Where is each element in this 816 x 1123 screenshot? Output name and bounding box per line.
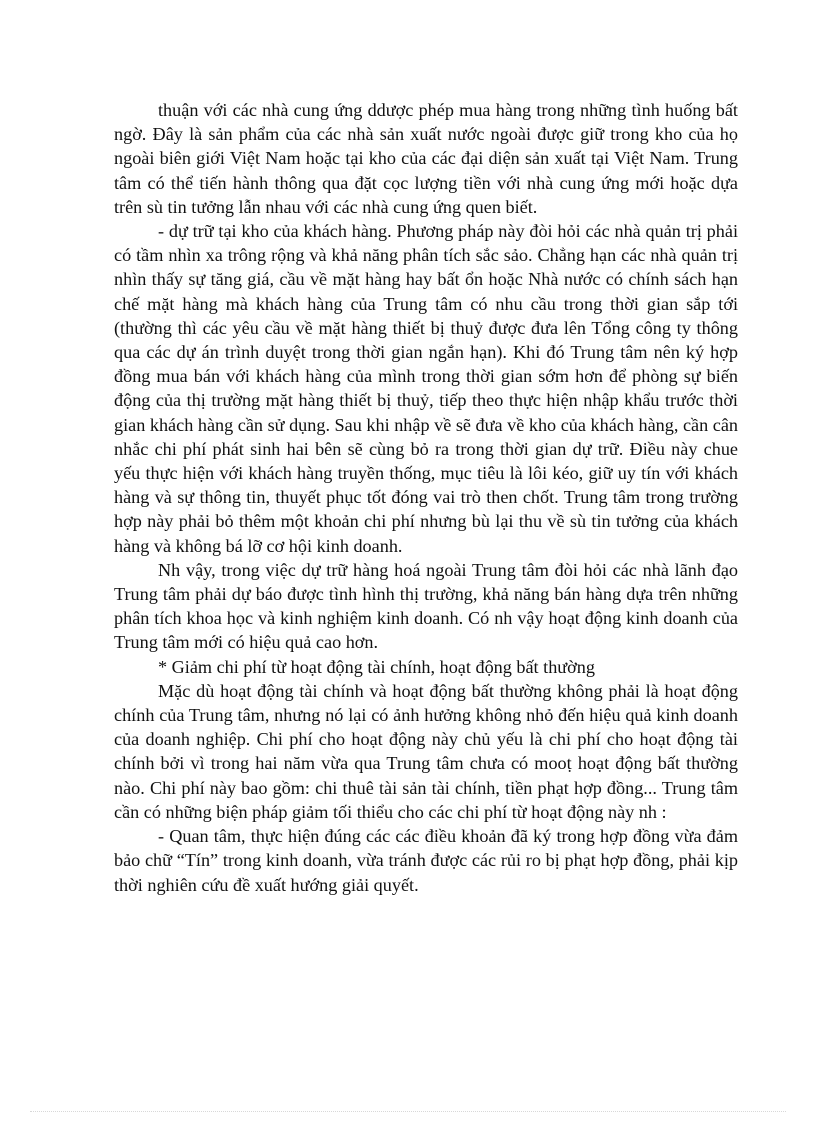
paragraph-supplier-storage: thuận với các nhà cung ứng ddược phép mua hàng trong những tình huống bất ngờ. Đây là sản phẩm của các nhà sản xuất nước ngoài được giữ trong kho của họ ngoài biên giới Việt Nam hoặc tại kho của các đại diện sản xuất tại Việt Nam. Trung tâm có thể tiến hành thông qua đặt cọc lượng tiền với nhà cung ứng mới hoặc dựa trên sù tin tưởng lẫn nhau với các nhà cung ứng quen biết. <box>114 100 738 217</box>
section-heading-financial-costs: * Giảm chi phí từ hoạt động tài chính, hoạt động bất thường <box>158 656 595 677</box>
paragraph-summary: Nh vậy, trong việc dự trữ hàng hoá ngoài Trung tâm đòi hỏi các nhà lãnh đạo Trung tâm phải dự báo được tình hình thị trường, khả năng bán hàng dựa trên những phân tích khoa học và kinh nghiệm kinh doanh. Có nh vậy hoạt động kinh doanh của Trung tâm mới có hiệu quả cao hơn. <box>114 559 738 653</box>
page-bottom-divider <box>30 1111 786 1112</box>
paragraph-contract-compliance: - Quan tâm, thực hiện đúng các các điều khoản đã ký trong hợp đồng vừa đảm bảo chữ “Tín” trong kinh doanh, vừa tránh được các rủi ro bị phạt hợp đồng, phải kịp thời nghiên cứu đề xuất hướng giải quyết. <box>114 826 738 895</box>
document-page <box>114 98 738 897</box>
paragraph-customer-storage: - dự trữ tại kho của khách hàng. Phương pháp này đòi hỏi các nhà quản trị phải có tầm nhìn xa trông rộng và khả năng phân tích sắc sảo. Chẳng hạn các nhà quản trị nhìn thấy sự tăng giá, cầu về mặt hàng hay bất ổn hoặc Nhà nước có chính sách hạn chế mặt hàng mà khách hàng của Trung tâm có nhu cầu trong thời gian sắp tới (thường thì các yêu cầu về mặt hàng thiết bị thuỷ được đưa lên Tổng công ty thông qua các dự án trình duyệt trong thời gian ngắn hạn). Khi đó Trung tâm nên ký hợp đồng mua bán với khách hàng của mình trong thời gian sớm hơn để phòng sự biến động của thị trường mặt hàng thiết bị thuỷ, tiếp theo thực hiện nhập khẩu trước thời gian khách hàng cần sử dụng. Sau khi nhập về sẽ đưa về kho của khách hàng, cần cân nhắc chi phí phát sinh hai bên sẽ cùng bỏ ra trong thời gian dự trữ. Điều này chue yếu thực hiện với khách hàng truyền thống, mục tiêu là lôi kéo, giữ uy tín với khách hàng và sự thông tin, thuyết phục tốt đóng vai trò then chốt. Trung tâm trong trường hợp này phải bỏ thêm một khoản chi phí nhưng bù lại thu về sù tin tưởng của khách hàng và không bá lỡ cơ hội kinh doanh. <box>114 221 738 556</box>
paragraph-financial-costs: Mặc dù hoạt động tài chính và hoạt động bất thường không phải là hoạt động chính của Trung tâm, nhưng nó lại có ảnh hưởng không nhỏ đến hiệu quả kinh doanh của doanh nghiệp. Chi phí cho hoạt động này chủ yếu là chi phí cho hoạt động tài chính bởi vì trong hai năm vừa qua Trung tâm chưa có mooṭ hoạt động bất thường nào. Chi phí này bao gồm: chi thuê tài sản tài chính, tiền phạt hợp đồng... Trung tâm cần có những biện pháp giảm tối thiểu cho các chi phí từ hoạt động này nh : <box>114 680 738 822</box>
